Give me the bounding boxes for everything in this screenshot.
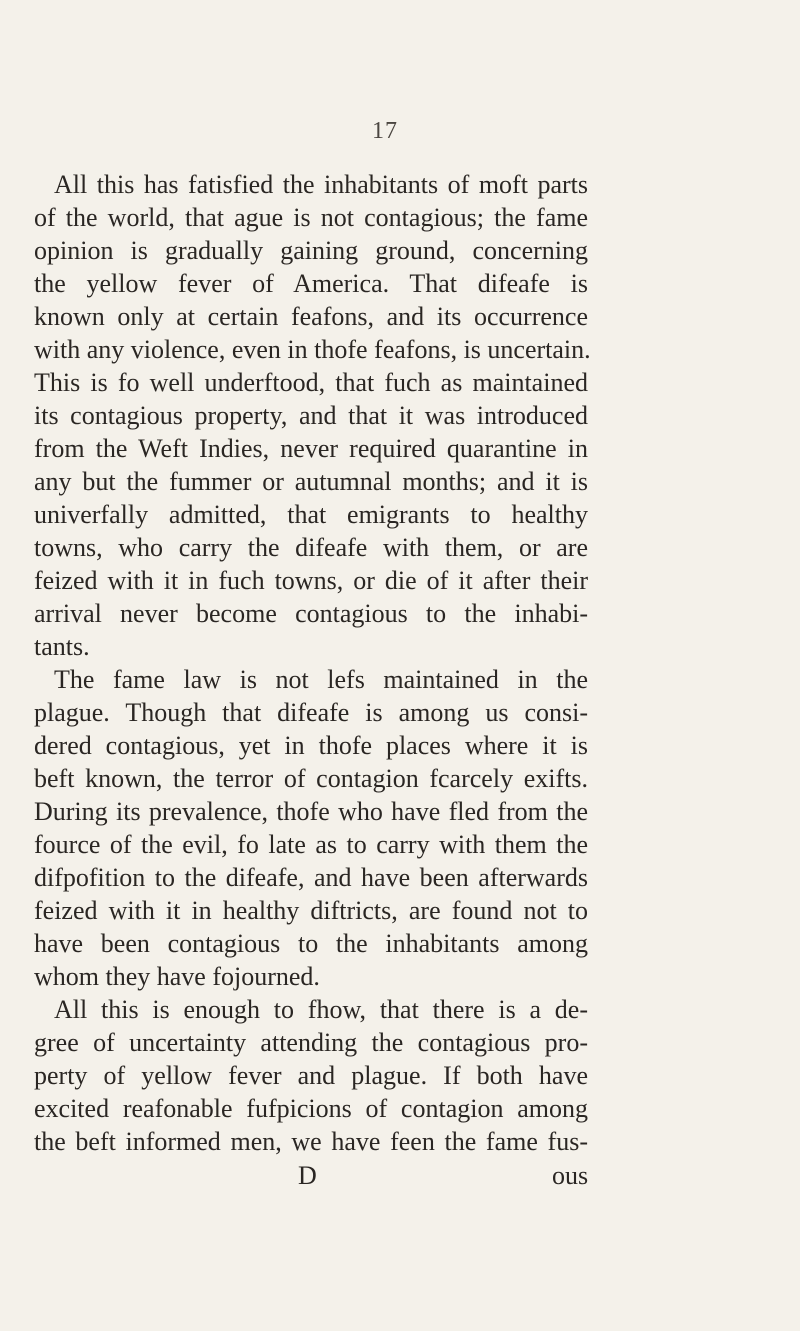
text-line: of the world, that ague is not contagious; the fame: [34, 203, 588, 232]
text-line: excited reafonable fufpicions of contagion among: [34, 1094, 588, 1123]
catchword: ous: [552, 1161, 589, 1190]
text-line: perty of yellow fever and plague. If both have: [34, 1061, 588, 1090]
text-line: opinion is gradually gaining ground, concerning: [34, 236, 588, 265]
text-line: the yellow fever of America. That difeafe is: [34, 269, 588, 298]
text-line: with any violence, even in thofe feafons, is uncertain.: [34, 335, 591, 364]
text-line: All this is enough to fhow, that there is a de-: [54, 995, 588, 1024]
text-line: feized with it in healthy diftricts, are found not to: [34, 896, 588, 925]
text-line: dered contagious, yet in thofe places where it is: [34, 731, 588, 760]
text-line: plague. Though that difeafe is among us consi-: [34, 698, 588, 727]
text-line: known only at certain feafons, and its occurrence: [34, 302, 588, 331]
page-number: 17: [372, 118, 398, 144]
text-line: All this has fatisfied the inhabitants of moft parts: [54, 170, 588, 199]
text-line: from the Weft Indies, never required quarantine in: [34, 434, 588, 463]
signature-mark: D: [298, 1161, 317, 1190]
text-line: beft known, the terror of contagion fcarcely exifts.: [34, 764, 588, 793]
text-line: towns, who carry the difeafe with them, or are: [34, 533, 588, 562]
text-line: whom they have fojourned.: [34, 962, 320, 991]
text-line: gree of uncertainty attending the contagious pro-: [34, 1028, 588, 1057]
text-line: its contagious property, and that it was introduced: [34, 401, 588, 430]
text-line: tants.: [34, 632, 90, 661]
text-line: the beft informed men, we have feen the fame fus-: [34, 1127, 588, 1156]
text-line: During its prevalence, thofe who have fled from the: [34, 797, 588, 826]
text-line: This is fo well underftood, that fuch as maintained: [34, 368, 588, 397]
text-line: univerfally admitted, that emigrants to healthy: [34, 500, 588, 529]
text-line: fource of the evil, fo late as to carry with them the: [34, 830, 588, 859]
text-line: have been contagious to the inhabitants among: [34, 929, 588, 958]
text-line: The fame law is not lefs maintained in the: [54, 665, 588, 694]
text-line: difpofition to the difeafe, and have been afterwards: [34, 863, 588, 892]
text-line: any but the fummer or autumnal months; and it is: [34, 467, 588, 496]
text-line: feized with it in fuch towns, or die of it after their: [34, 566, 588, 595]
text-line: arrival never become contagious to the inhabi-: [34, 599, 588, 628]
